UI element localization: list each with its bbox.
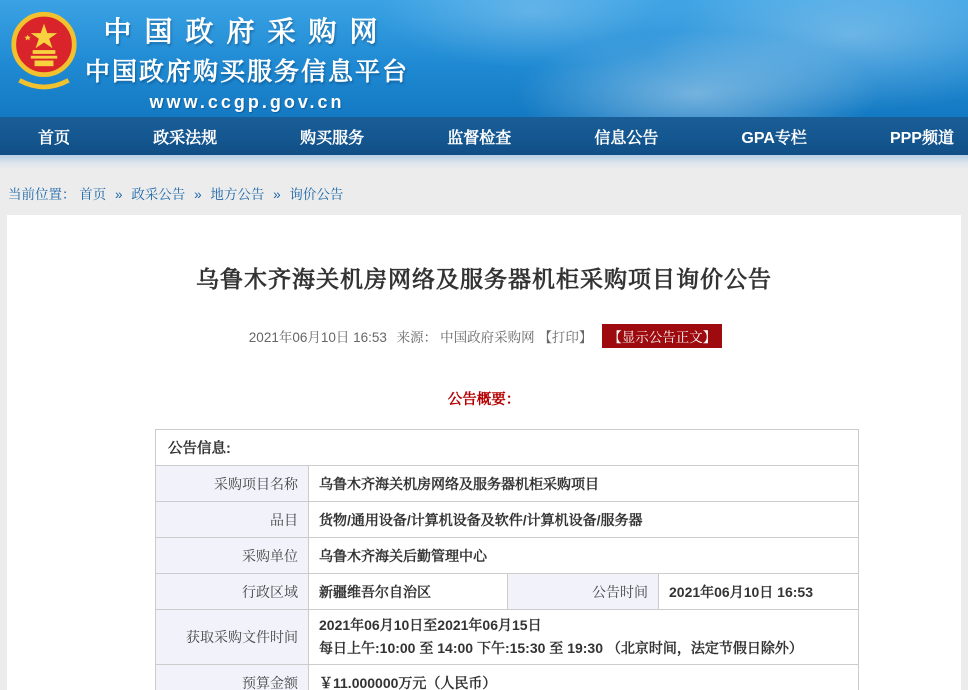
article-meta bbox=[7, 324, 961, 348]
national-emblem-icon bbox=[10, 6, 78, 98]
breadcrumb-separator: » bbox=[115, 187, 123, 202]
breadcrumb-separator: » bbox=[194, 187, 202, 202]
print-button[interactable]: 【打印】 bbox=[538, 330, 593, 345]
nav-shadow bbox=[0, 155, 968, 170]
nav-item-regulations[interactable]: 政采法规 bbox=[153, 129, 218, 147]
nav-item-home[interactable]: 首页 bbox=[38, 129, 71, 147]
table-row-category bbox=[156, 502, 859, 538]
nav-item-supervision[interactable]: 监督检查 bbox=[447, 129, 512, 147]
category-label: 品目 bbox=[156, 502, 309, 538]
source-label: 来源： bbox=[396, 330, 438, 345]
table-row-region-time bbox=[156, 574, 859, 610]
budget-label: 预算金额 bbox=[156, 665, 309, 690]
purchaser-value: 乌鲁木齐海关后勤管理中心 bbox=[309, 538, 859, 574]
site-url: www.ccgp.gov.cn bbox=[149, 92, 345, 112]
section-header: 公告信息: bbox=[156, 430, 859, 466]
region-label: 行政区域 bbox=[156, 574, 309, 610]
nav-item-gpa[interactable]: GPA专栏 bbox=[741, 129, 807, 147]
breadcrumb-procurement-notices[interactable]: 政采公告 bbox=[131, 187, 186, 202]
project-name-label: 采购项目名称 bbox=[156, 466, 309, 502]
content-panel bbox=[7, 215, 961, 690]
breadcrumb-inquiry-notices[interactable]: 询价公告 bbox=[289, 187, 344, 202]
table-row-section-header bbox=[156, 430, 859, 466]
site-title-block bbox=[82, 10, 412, 113]
site-subtitle: 中国政府购买服务信息平台 bbox=[84, 58, 409, 86]
doc-time-line2: 每日上午:10:00 至 14:00 下午:15:30 至 19:30 （北京时间，法定节假日除外） bbox=[319, 640, 803, 656]
announce-time-label: 公告时间 bbox=[508, 574, 659, 610]
category-value: 货物/通用设备/计算机设备及软件/计算机设备/服务器 bbox=[309, 502, 859, 538]
doc-time-value bbox=[309, 610, 859, 665]
breadcrumb-separator: » bbox=[273, 187, 281, 202]
doc-time-label: 获取采购文件时间 bbox=[156, 610, 309, 665]
table-row-project-name bbox=[156, 466, 859, 502]
breadcrumb-home[interactable]: 首页 bbox=[79, 187, 107, 202]
breadcrumb-label: 当前位置： bbox=[8, 187, 76, 202]
breadcrumb bbox=[8, 183, 968, 203]
doc-time-line1: 2021年06月10日至2021年06月15日 bbox=[319, 617, 542, 633]
main-nav bbox=[0, 117, 968, 155]
project-name-value: 乌鲁木齐海关机房网络及服务器机柜采购项目 bbox=[309, 466, 859, 502]
table-row-budget bbox=[156, 665, 859, 690]
page-title: 乌鲁木齐海关机房网络及服务器机柜采购项目询价公告 bbox=[196, 266, 772, 292]
show-notice-button[interactable]: 【显示公告正文】 bbox=[602, 324, 722, 348]
table-row-doc-time bbox=[156, 610, 859, 665]
site-title: 中国政府采购网 bbox=[103, 16, 391, 47]
region-value: 新疆维吾尔自治区 bbox=[309, 574, 508, 610]
summary-heading: 公告概要： bbox=[447, 392, 521, 408]
table-row-purchaser bbox=[156, 538, 859, 574]
breadcrumb-local-notices[interactable]: 地方公告 bbox=[210, 187, 265, 202]
purchaser-label: 采购单位 bbox=[156, 538, 309, 574]
publish-datetime: 2021年06月10日 16:53 bbox=[248, 330, 387, 345]
budget-value: ￥11.000000万元（人民币） bbox=[309, 665, 859, 690]
source-name: 中国政府采购网 bbox=[440, 330, 535, 345]
nav-item-ppp[interactable]: PPP频道 bbox=[889, 129, 954, 147]
nav-item-purchase-services[interactable]: 购买服务 bbox=[300, 129, 365, 147]
announcement-info-table bbox=[155, 429, 859, 690]
nav-item-announcements[interactable]: 信息公告 bbox=[594, 129, 659, 147]
site-header bbox=[0, 0, 968, 117]
announce-time-value: 2021年06月10日 16:53 bbox=[659, 574, 859, 610]
